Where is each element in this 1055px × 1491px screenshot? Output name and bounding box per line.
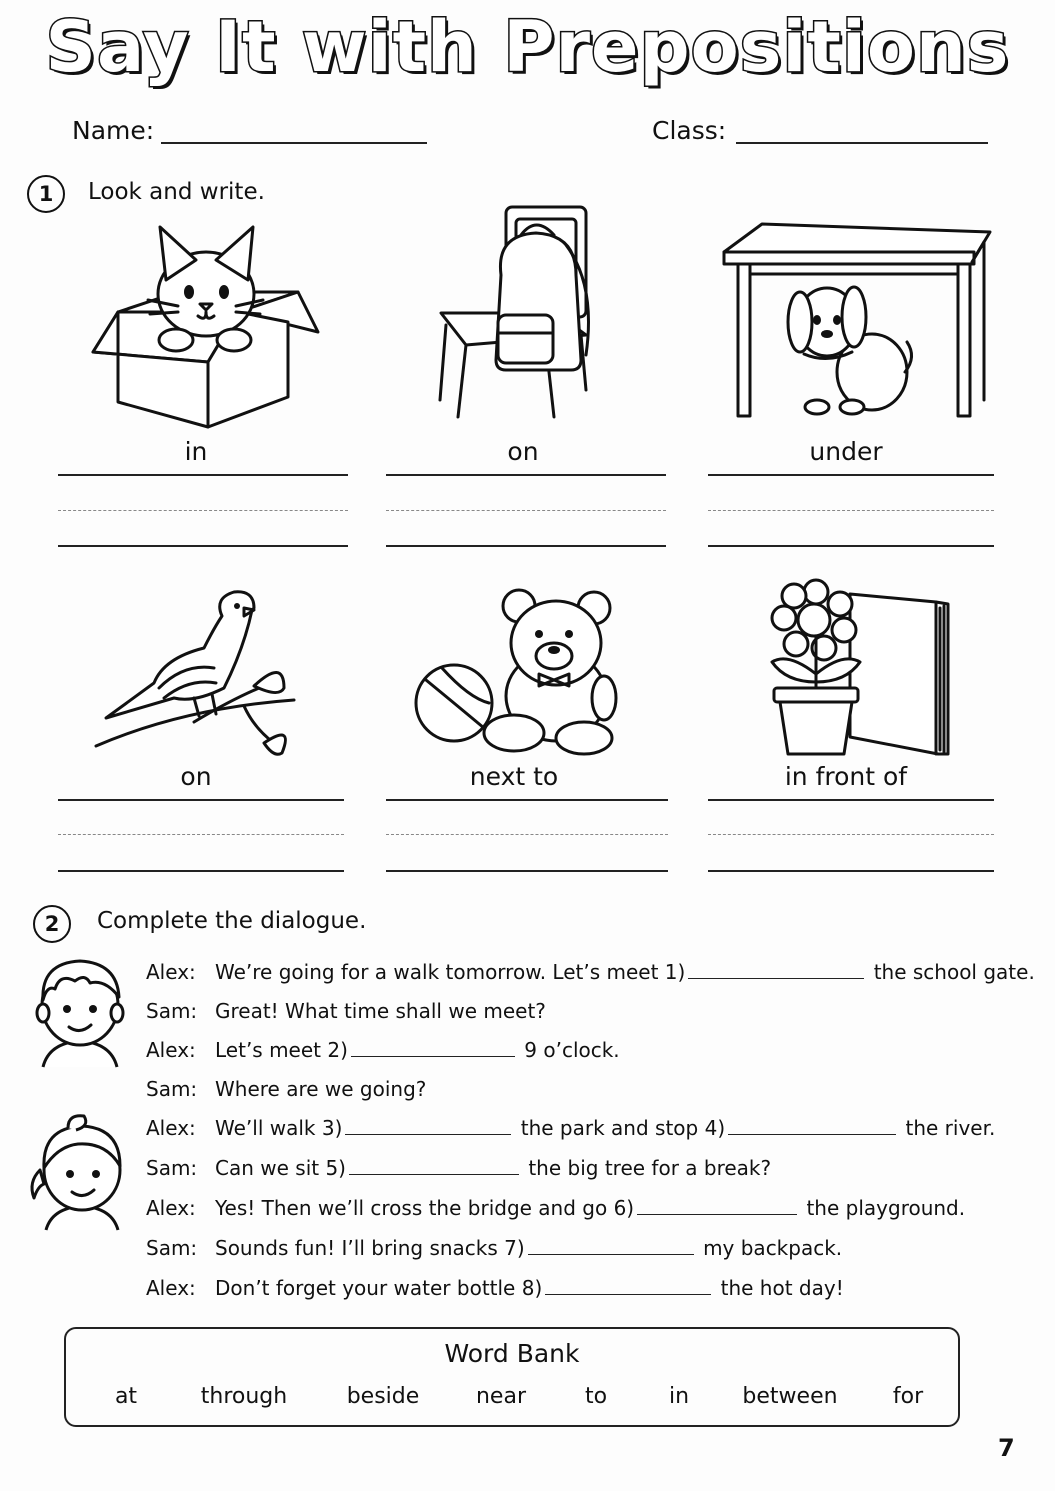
write-line-4a[interactable]: [58, 799, 344, 801]
blank-number: 3): [321, 1116, 343, 1140]
dialogue-text: Don’t forget your water bottle: [215, 1276, 516, 1300]
answer-blank-1[interactable]: [688, 960, 864, 979]
girl-avatar-icon: [28, 1112, 132, 1230]
speaker-6: Sam:: [146, 1156, 198, 1180]
dialogue-line-3: [215, 1038, 620, 1062]
answer-blank-8[interactable]: [545, 1276, 711, 1295]
dialogue-text: the hot day!: [720, 1276, 844, 1300]
word-bank-box: [64, 1327, 960, 1427]
answer-blank-3[interactable]: [345, 1116, 511, 1135]
dialogue-line-2: Great! What time shall we meet?: [215, 999, 546, 1023]
dialogue-text: Let’s meet: [215, 1038, 322, 1062]
blank-number: 6): [613, 1196, 635, 1220]
class-label: Class:: [652, 116, 727, 145]
blank-number: 5): [325, 1156, 346, 1180]
answer-blank-7[interactable]: [528, 1236, 694, 1255]
write-line-1a[interactable]: [58, 474, 348, 476]
dialogue-line-7: [215, 1196, 965, 1220]
flower-in-front-of-book-icon: [768, 582, 952, 760]
write-line-3a[interactable]: [708, 474, 994, 476]
bird-on-branch-icon: [94, 588, 306, 760]
write-line-5a[interactable]: [386, 799, 668, 801]
dog-under-table-icon: [722, 222, 994, 422]
word-bank-word: between: [742, 1384, 838, 1409]
dialogue-line-5: [215, 1116, 995, 1140]
answer-blank-4[interactable]: [728, 1116, 896, 1135]
word-bank-word: in: [668, 1384, 690, 1409]
dialogue-text: the playground.: [806, 1196, 966, 1220]
answer-blank-6[interactable]: [637, 1196, 797, 1215]
prep-word-3: under: [809, 437, 883, 466]
blank-number: 7): [504, 1236, 525, 1260]
write-line-2a[interactable]: [386, 474, 666, 476]
dialogue-text: the park and stop: [520, 1116, 699, 1140]
dialogue-line-8: [215, 1236, 842, 1260]
teddy-next-to-ball-icon: [414, 588, 618, 758]
speaker-3: Alex:: [146, 1038, 196, 1062]
prep-word-6: in front of: [784, 762, 908, 791]
dialogue-text: my backpack.: [703, 1236, 843, 1260]
name-label: Name:: [72, 116, 155, 145]
guide-line-3: [708, 510, 994, 511]
guide-line-6: [708, 834, 994, 835]
write-line-4b[interactable]: [58, 870, 344, 872]
prep-word-4: on: [180, 762, 212, 791]
name-field[interactable]: [161, 142, 427, 144]
backpack-on-chair-icon: [436, 205, 612, 423]
guide-line-4: [58, 834, 344, 835]
word-bank-title: Word Bank: [444, 1339, 580, 1368]
prep-word-5: next to: [469, 762, 559, 791]
dialogue-text: the river.: [905, 1116, 996, 1140]
dialogue-line-1: [215, 960, 1035, 984]
speaker-5: Alex:: [146, 1116, 196, 1140]
speaker-8: Sam:: [146, 1236, 198, 1260]
dialogue-text: Yes! Then we’ll cross the bridge and go: [215, 1196, 608, 1220]
dialogue-text: 9 o’clock.: [524, 1038, 620, 1062]
write-line-3b[interactable]: [708, 545, 994, 547]
class-field[interactable]: [736, 142, 988, 144]
answer-blank-2[interactable]: [351, 1038, 515, 1057]
section1-number: 1: [27, 175, 65, 213]
dialogue-text: the big tree for a break?: [528, 1156, 772, 1180]
section2-instruction: Complete the dialogue.: [97, 908, 367, 934]
word-bank-word: to: [584, 1384, 608, 1409]
speaker-1: Alex:: [146, 960, 196, 984]
dialogue-line-4: Where are we going?: [215, 1077, 427, 1101]
blank-number: 4): [704, 1116, 726, 1140]
write-line-6a[interactable]: [708, 799, 994, 801]
page-number: 7: [998, 1434, 1015, 1462]
guide-line-1: [58, 510, 348, 511]
worksheet-title: Say It with Prepositions: [45, 6, 1010, 88]
prep-word-1: in: [184, 437, 208, 466]
write-line-2b[interactable]: [386, 545, 666, 547]
blank-number: 1): [664, 960, 686, 984]
write-line-1b[interactable]: [58, 545, 348, 547]
dialogue-text: Sounds fun! I’ll bring snacks: [215, 1236, 498, 1260]
speaker-9: Alex:: [146, 1276, 196, 1300]
word-bank-word: at: [114, 1384, 138, 1409]
dialogue-line-9: [215, 1276, 844, 1300]
dialogue-text: Can we sit: [215, 1156, 320, 1180]
speaker-7: Alex:: [146, 1196, 196, 1220]
dialogue-text: We’ll walk: [215, 1116, 316, 1140]
word-bank-word: near: [475, 1384, 526, 1409]
blank-number: 8): [521, 1276, 543, 1300]
write-line-6b[interactable]: [708, 870, 994, 872]
boy-avatar-icon: [35, 955, 125, 1067]
dialogue-line-6: [215, 1156, 771, 1180]
speaker-2: Sam:: [146, 999, 198, 1023]
word-bank-word: for: [892, 1384, 924, 1409]
write-line-5b[interactable]: [386, 870, 668, 872]
speaker-4: Sam:: [146, 1077, 198, 1101]
blank-number: 2): [327, 1038, 348, 1062]
guide-line-2: [386, 510, 666, 511]
word-bank-word: beside: [346, 1384, 420, 1409]
guide-line-5: [386, 834, 668, 835]
word-bank-word: through: [200, 1384, 288, 1409]
answer-blank-5[interactable]: [349, 1156, 519, 1175]
cat-in-box-icon: [88, 222, 320, 432]
section1-instruction: Look and write.: [88, 179, 265, 205]
prep-word-2: on: [507, 437, 539, 466]
dialogue-text: the school gate.: [873, 960, 1035, 984]
section2-number: 2: [33, 905, 71, 943]
dialogue-text: We’re going for a walk tomorrow. Let’s meet: [215, 960, 659, 984]
